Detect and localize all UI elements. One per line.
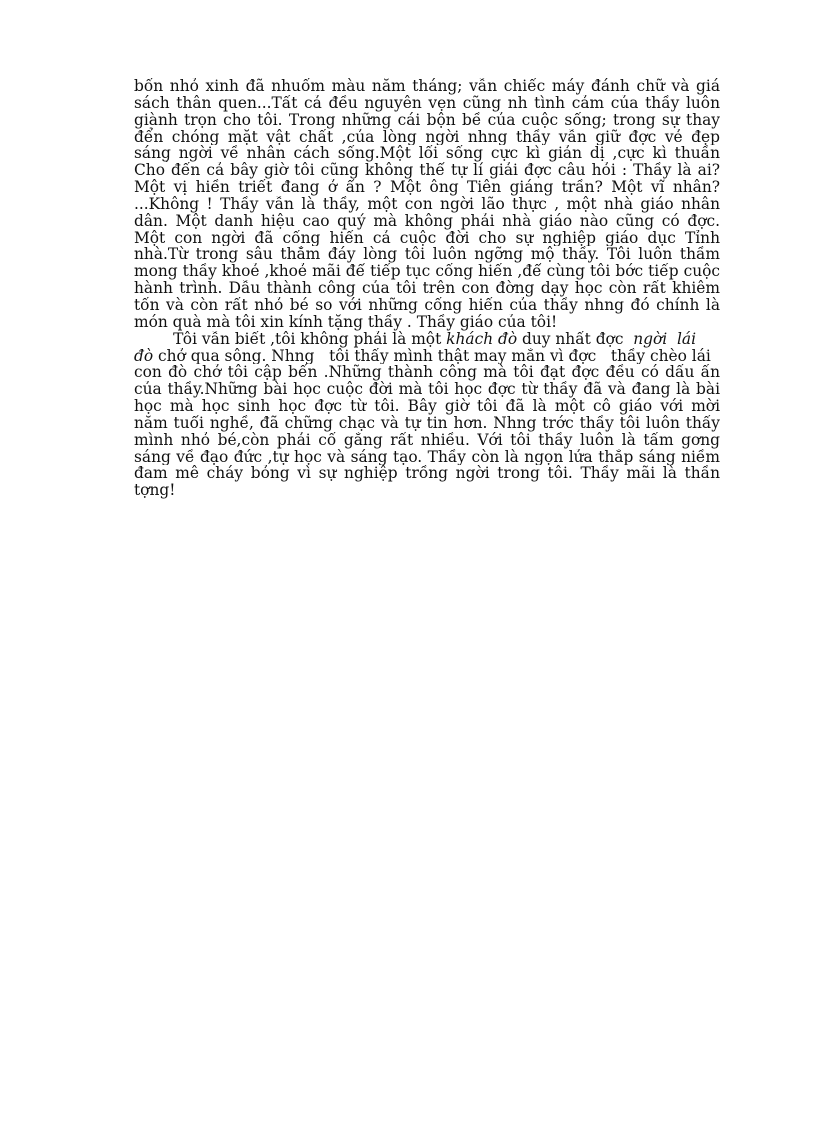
text-run: chở qua sông. Nhng tôi thấy mình thật may mắn vì đợc thầy chèo lái xyxy=(153,347,711,365)
text-line: sáng ngời về nhân cách sống.Một lối sống cực kì giản dị ,cực kì thuần xyxy=(134,145,720,163)
text-line: bốn nhỏ xinh đã nhuốm màu năm tháng; vẫn chiếc máy đánh chữ và giá xyxy=(134,78,720,95)
text-run: Tôi vẫn biết ,tôi không phải là một xyxy=(134,330,447,348)
italic-phrase: đò xyxy=(134,347,154,365)
text-line: tợng! xyxy=(134,482,176,500)
text-line xyxy=(134,331,720,348)
text-line: nhà.Từ trong sâu thẳm đáy lòng tôi luôn ngỡng mộ thầy. Tôi luôn thầm xyxy=(134,246,720,264)
text-line: học mà học sinh học đợc từ tôi. Bây giờ tôi đã là một cô giáo với mời xyxy=(134,398,720,415)
text-line: món quà mà tôi xin kính tặng thầy . Thầy giáo của tôi! xyxy=(134,313,558,331)
text-line: hành trình. Dẫu thành công của tôi trên con đờng dạy học còn rất khiêm xyxy=(134,280,720,297)
text-line: tốn và còn rất nhỏ bé so với những cống hiến của thầy nhng đó chính là xyxy=(134,296,720,314)
text-line: năm tuổi nghề, đã chững chạc và tự tin hơn. Nhng trớc thầy tôi luôn thấy xyxy=(134,414,720,432)
text-line: đến chóng mặt vật chất ,của lòng ngời nhng thầy vẫn giữ đợc vẻ đẹp xyxy=(134,128,720,146)
text-line: Cho đến cả bây giờ tôi cũng không thể tự lí giải đợc câu hỏi : Thầy là ai? xyxy=(134,162,720,180)
text-line: dân. Một danh hiệu cao quý mà không phải nhà giáo nào cũng có đợc. xyxy=(134,212,720,230)
text-line: của thầy.Những bài học cuộc đời mà tôi học đợc từ thầy đã và đang là bài xyxy=(134,381,720,399)
text-line: sáng về đạo đức ,tự học và sáng tạo. Thầy còn là ngọn lửa thắp sáng niềm xyxy=(134,448,720,466)
paragraph-1 xyxy=(134,78,720,331)
text-line: sách thân quen...Tất cả đều nguyên vẹn cũng nh tình cảm của thầy luôn xyxy=(134,94,720,112)
text-line xyxy=(134,348,720,365)
text-line: giành trọn cho tôi. Trong những cái bộn bề của cuộc sống; trong sự thay xyxy=(134,111,720,129)
document-body xyxy=(134,78,720,499)
italic-phrase: khách đò xyxy=(446,330,518,348)
text-run: duy nhất đợc xyxy=(517,330,634,348)
italic-phrase: ngời lái xyxy=(633,330,696,348)
paragraph-2 xyxy=(134,331,720,499)
text-line: ...Không ! Thầy vẫn là thầy, một con ngời lão thực , một nhà giáo nhân xyxy=(134,195,720,213)
text-line: mong thầy khoẻ ,khoẻ mãi để tiếp tục cống hiến ,để cùng tôi bớc tiếp cuộc xyxy=(134,263,720,281)
text-line: con đò chở tôi cập bến .Những thành công mà tôi đạt đợc đều có dấu ấn xyxy=(134,364,720,382)
text-line: Một con ngời đã cống hiến cả cuộc đời cho sự nghiệp giáo dục Tỉnh xyxy=(134,229,720,247)
text-line: Một vị hiền triết đang ở ẩn ? Một ông Tiên giáng trần? Một vĩ nhân? xyxy=(134,179,720,196)
text-line: mình nhỏ bé,còn phải cố gắng rất nhiều. Với tôi thầy luôn là tấm gơng xyxy=(134,431,720,449)
text-line: đam mê cháy bỏng vì sự nghiệp trồng ngời trong tôi. Thầy mãi là thần xyxy=(134,465,720,483)
